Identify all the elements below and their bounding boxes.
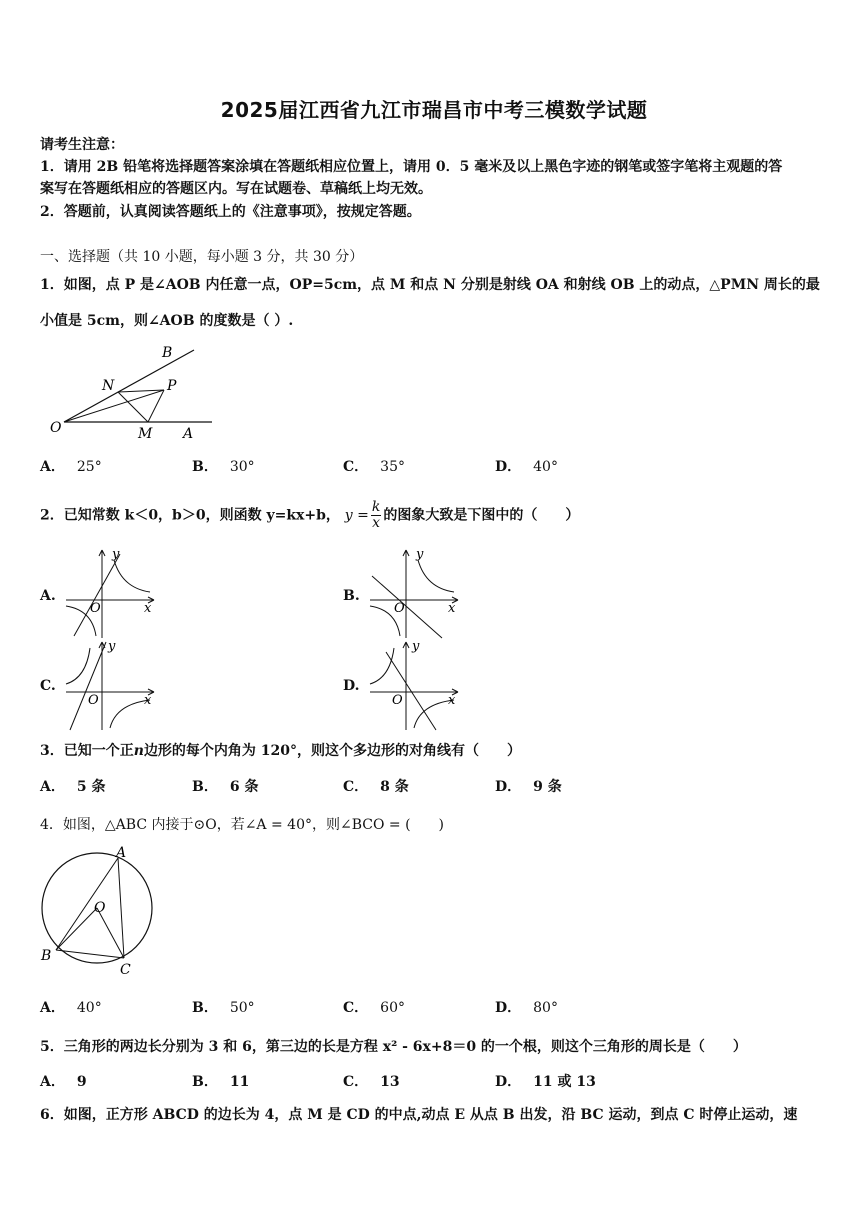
svg-text:y: y	[112, 547, 120, 562]
q2-option-d-label[interactable]: D.	[343, 678, 360, 694]
q1-label-B: B	[162, 345, 173, 361]
q4-label-C: C	[120, 962, 131, 978]
notice-item-2: 2．答题前，认真阅读答题纸上的《注意事项》，按规定答题。	[40, 204, 421, 220]
q3-option-d[interactable]: D． 9 条	[495, 779, 562, 795]
svg-text:x: x	[144, 693, 152, 708]
q5-option-b[interactable]: B． 11	[192, 1074, 250, 1090]
q5-stem: 5．三角形的两边长分别为 3 和 6，第三边的长是方程 x² - 6x+8＝0 的一个根，则这个三角形的周长是（ ）	[40, 1039, 747, 1055]
q4-figure	[36, 846, 166, 980]
q1-option-b[interactable]: B． 30°	[192, 459, 255, 475]
q2-graph-b[interactable]	[366, 546, 462, 642]
q2-graph-a[interactable]	[62, 546, 158, 642]
q1-line-2: 小值是 5cm，则∠AOB 的度数是（ ）.	[40, 313, 294, 329]
q1-label-N: N	[102, 378, 115, 394]
q3-stem: 3．已知一个正n边形的每个内角为 120°，则这个多边形的对角线有（ ）	[40, 743, 522, 759]
q4-label-B: B	[41, 948, 52, 964]
q1-label-M: M	[138, 426, 153, 442]
q5-option-a[interactable]: A． 9	[40, 1074, 87, 1090]
q2-graph-c[interactable]	[62, 638, 158, 734]
q4-label-O: O	[94, 900, 106, 916]
q1-option-a[interactable]: A． 25°	[40, 459, 102, 475]
page-title: 2025届江西省九江市瑞昌市中考三模数学试题	[220, 98, 648, 122]
q2-stem: 2．已知常数 k＜0，b＞0，则函数 y=kx+b， y = $\frac{k}{x}$ 的图象大致是下图中的（ ）	[40, 499, 580, 531]
q4-stem: 4．如图，△ABC 内接于⊙O，若∠A = 40°，则∠BCO = ( )	[40, 817, 445, 833]
q4-option-a[interactable]: A． 40°	[40, 1000, 102, 1016]
svg-text:x: x	[144, 601, 152, 616]
section-heading: 一、选择题（共 10 小题，每小题 3 分，共 30 分）	[40, 249, 364, 265]
svg-text:y: y	[416, 547, 424, 562]
q4-label-A: A	[116, 846, 127, 861]
svg-text:O: O	[88, 693, 99, 708]
q6-stem: 6．如图，正方形 ABCD 的边长为 4，点 M 是 CD 的中点,动点 E 从点 B 出发，沿 BC 运动，到点 C 时停止运动，速	[40, 1107, 798, 1123]
svg-text:x: x	[448, 601, 456, 616]
q1-option-c[interactable]: C． 35°	[343, 459, 405, 475]
q4-option-b[interactable]: B． 50°	[192, 1000, 255, 1016]
q1-label-O: O	[50, 420, 62, 436]
q1-label-P: P	[167, 378, 177, 394]
svg-text:x: x	[448, 693, 456, 708]
q2-option-b-label[interactable]: B.	[343, 588, 360, 604]
svg-text:O: O	[90, 601, 101, 616]
q1-line-1: 1．如图，点 P 是∠AOB 内任意一点，OP=5cm，点 M 和点 N 分别是射线 OA 和射线 OB 上的动点，△PMN 周长的最	[40, 277, 820, 293]
q4-option-c[interactable]: C． 60°	[343, 1000, 405, 1016]
q5-option-c[interactable]: C． 13	[343, 1074, 400, 1090]
svg-text:y: y	[412, 639, 420, 654]
q2-option-a-label[interactable]: A.	[40, 588, 56, 604]
notice-item-1a: 1．请用 2B 铅笔将选择题答案涂填在答题纸相应位置上，请用 0．5 毫米及以上黑色字迹的钢笔或签字笔将主观题的答	[40, 159, 783, 175]
q4-option-d[interactable]: D． 80°	[495, 1000, 558, 1016]
notice-item-1b: 案写在答题纸相应的答题区内。写在试题卷、草稿纸上均无效。	[40, 181, 432, 197]
q5-option-d[interactable]: D． 11 或 13	[495, 1074, 596, 1090]
notice-heading: 请考生注意：	[40, 137, 124, 153]
q3-option-a[interactable]: A． 5 条	[40, 779, 106, 795]
q1-figure	[40, 340, 230, 446]
q2-fraction: $\frac{k}{x}$	[371, 499, 381, 531]
svg-text:O: O	[394, 601, 405, 616]
q3-option-c[interactable]: C． 8 条	[343, 779, 409, 795]
q2-graph-d[interactable]	[366, 638, 462, 734]
svg-text:O: O	[392, 693, 403, 708]
q3-option-b[interactable]: B． 6 条	[192, 779, 259, 795]
q2-option-c-label[interactable]: C.	[40, 678, 56, 694]
q1-option-d[interactable]: D． 40°	[495, 459, 558, 475]
q1-label-A: A	[183, 426, 194, 442]
svg-text:y: y	[108, 639, 116, 654]
